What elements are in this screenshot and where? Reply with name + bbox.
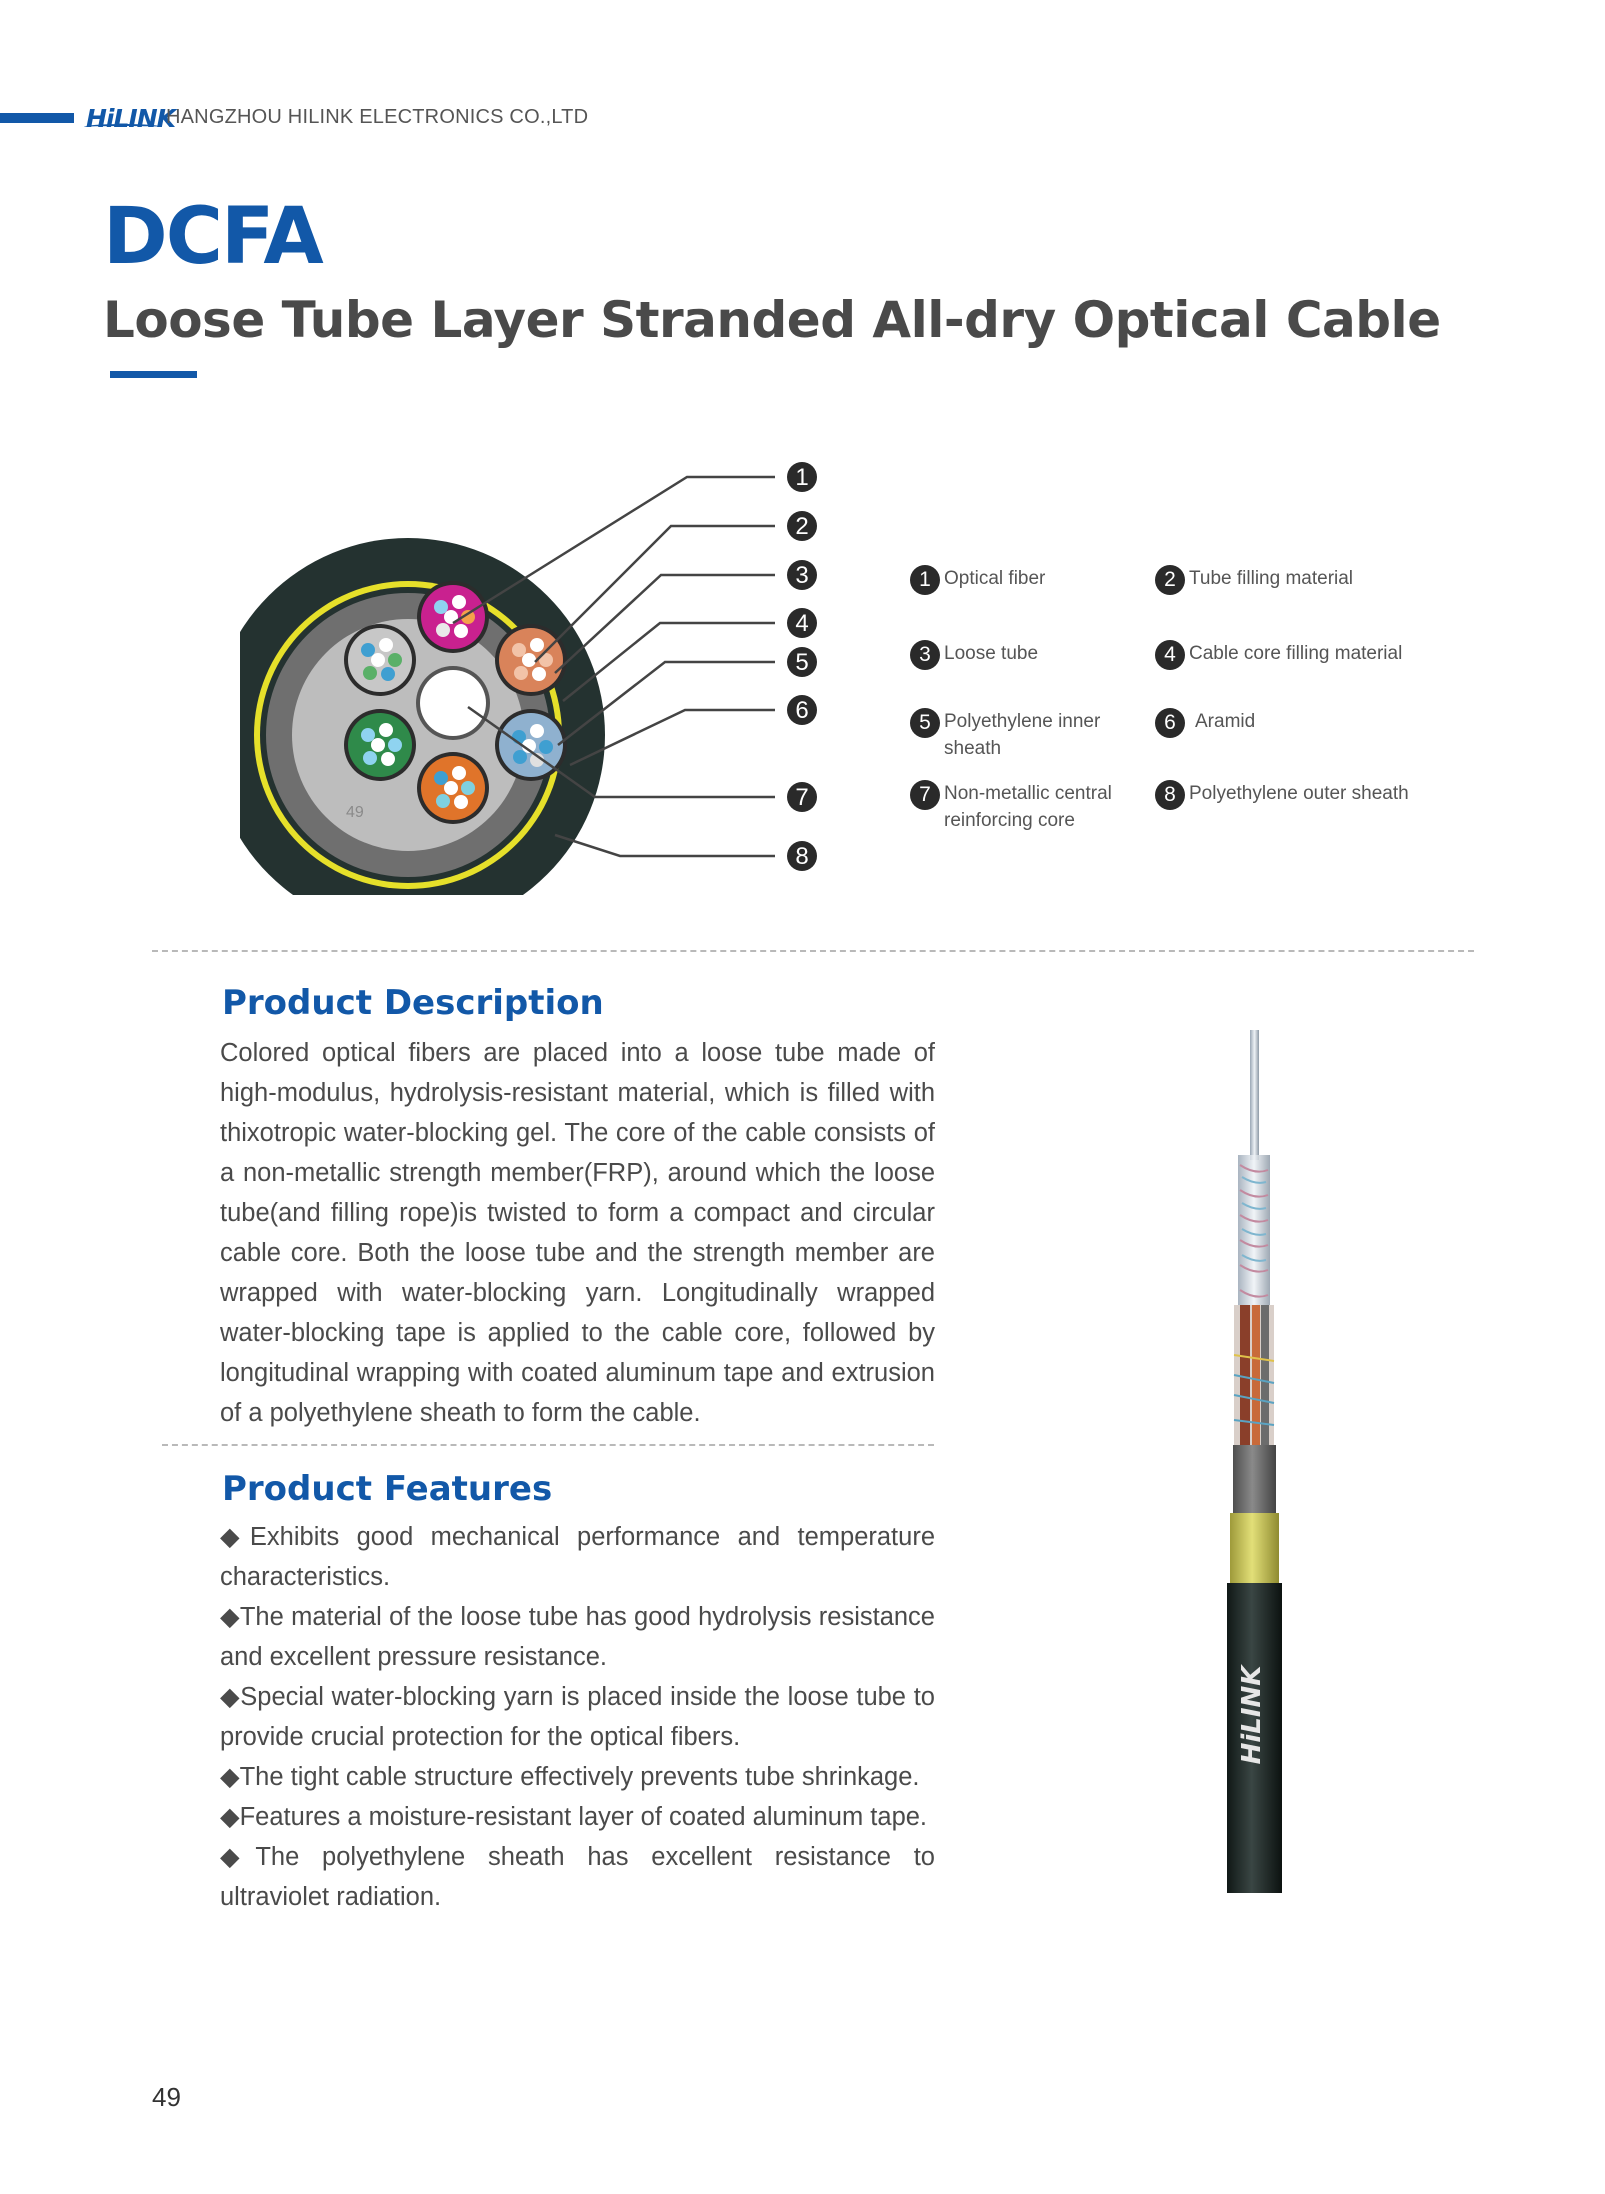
legend-number: 2 — [1155, 565, 1185, 595]
callout-8 — [787, 841, 817, 871]
feature-item: ◆Features a moisture-resistant layer of coated aluminum tape. — [220, 1803, 928, 1831]
legend-number: 1 — [910, 565, 940, 595]
section-divider — [152, 950, 1474, 952]
legend-item-loose-tube — [910, 640, 1038, 670]
legend-label: Cable core filling material — [1189, 643, 1403, 664]
callout-4 — [787, 608, 817, 638]
feature-item: ◆The tight cable structure effectively prevents tube shrinkage. — [220, 1763, 920, 1791]
svg-text:4: 4 — [795, 610, 809, 637]
svg-text:8: 8 — [795, 843, 809, 870]
callout-5 — [787, 647, 817, 677]
legend-item-aramid — [1155, 708, 1255, 738]
legend-item-tube-filling-material — [1155, 565, 1353, 595]
company-name: HANGZHOU HILINK ELECTRONICS CO.,LTD — [166, 106, 589, 128]
diagram-inner-mark: 49 — [346, 804, 364, 821]
features-list — [220, 1517, 935, 1917]
feature-item: ◆Exhibits good mechanical performance and temperature characteristics. — [220, 1523, 935, 1591]
aramid-section — [1230, 1513, 1279, 1583]
company-logo: HiLINK — [86, 104, 176, 133]
description-divider — [162, 1444, 934, 1446]
legend-label: Tube filling material — [1189, 568, 1354, 589]
legend-item-optical-fiber — [910, 565, 1045, 595]
legend-label: Optical fiber — [944, 568, 1046, 589]
svg-text:3: 3 — [795, 562, 809, 589]
callout-6 — [787, 695, 817, 725]
svg-text:7: 7 — [795, 784, 809, 811]
title-underline — [110, 371, 197, 378]
legend-number: 7 — [910, 780, 940, 810]
legend-number: 4 — [1155, 640, 1185, 670]
svg-text:6: 6 — [795, 697, 809, 724]
description-text: Colored optical fibers are placed into a loose tube made of high-modulus, hydrolysis-resistant material, which is filled with thixotropic water-blocking gel. The core of the cable consists of a non-metallic strength member(FRP), around which the loose tube(and filling rope)is twisted to form a compact and circular cable core. Both the loose tube and the strength member are wrapped with water-blocking yarn. Longitudinally wrapped water-blocking tape is applied to the cable core, followed by longitudinal wrapping with coated aluminum tape and extrusion of a polyethylene sheath to form the cable. — [220, 1039, 935, 1427]
product-title: Loose Tube Layer Stranded All-dry Optical Cable — [103, 291, 1441, 349]
legend-number: 8 — [1155, 780, 1185, 810]
cable-product-illustration — [1200, 1025, 1310, 1915]
cable-cross-section-diagram — [240, 455, 860, 895]
svg-text:1: 1 — [795, 464, 809, 491]
legend-label: Non-metallic central reinforcing core — [944, 783, 1112, 831]
loose-tube — [417, 581, 489, 653]
inner-sheath-section — [1233, 1445, 1276, 1513]
loose-tube — [344, 624, 416, 696]
legend-number: 3 — [910, 640, 940, 670]
loose-tube-section — [1234, 1305, 1274, 1445]
svg-text:5: 5 — [795, 649, 809, 676]
cable-brand-mark: HiLINK — [1237, 1665, 1267, 1765]
fiber-bundle — [1238, 1155, 1270, 1305]
callout-3 — [787, 560, 817, 590]
legend-label: Aramid — [1195, 711, 1256, 732]
logo-swoosh — [84, 124, 162, 130]
legend-item-cable-core-filling-material — [1155, 640, 1402, 670]
leader-line-8 — [555, 835, 775, 856]
legend-item-polyethylene-inner-sheath — [910, 708, 1100, 762]
product-model: DCFA — [103, 192, 322, 282]
legend-item-non-metallic-central-core — [910, 780, 1112, 834]
loose-tube — [417, 752, 489, 824]
legend-label: Polyethylene outer sheath — [1189, 783, 1409, 804]
callout-2 — [787, 511, 817, 541]
page-number: 49 — [152, 2082, 181, 2112]
legend-label: Loose tube — [944, 643, 1039, 664]
features-heading: Product Features — [222, 1469, 553, 1509]
legend-item-polyethylene-outer-sheath — [1155, 780, 1409, 810]
feature-item: ◆The material of the loose tube has good hydrolysis resistance and excellent pressure resistance. — [220, 1603, 935, 1671]
loose-tube — [495, 624, 567, 696]
feature-item: ◆Special water-blocking yarn is placed inside the loose tube to provide crucial protection for the optical fibers. — [220, 1683, 935, 1751]
header-accent-bar — [0, 113, 74, 123]
loose-tube — [344, 709, 416, 781]
legend-number: 5 — [910, 708, 940, 738]
central-rod — [1250, 1030, 1259, 1160]
callout-numbers — [787, 462, 817, 871]
component-legend — [910, 560, 1430, 850]
legend-number: 6 — [1155, 708, 1185, 738]
feature-item: ◆The polyethylene sheath has excellent resistance to ultraviolet radiation. — [220, 1843, 935, 1911]
svg-text:2: 2 — [795, 513, 809, 540]
callout-7 — [787, 782, 817, 812]
description-heading: Product Description — [222, 983, 604, 1023]
callout-1 — [787, 462, 817, 492]
legend-label: Polyethylene inner sheath — [944, 711, 1101, 759]
